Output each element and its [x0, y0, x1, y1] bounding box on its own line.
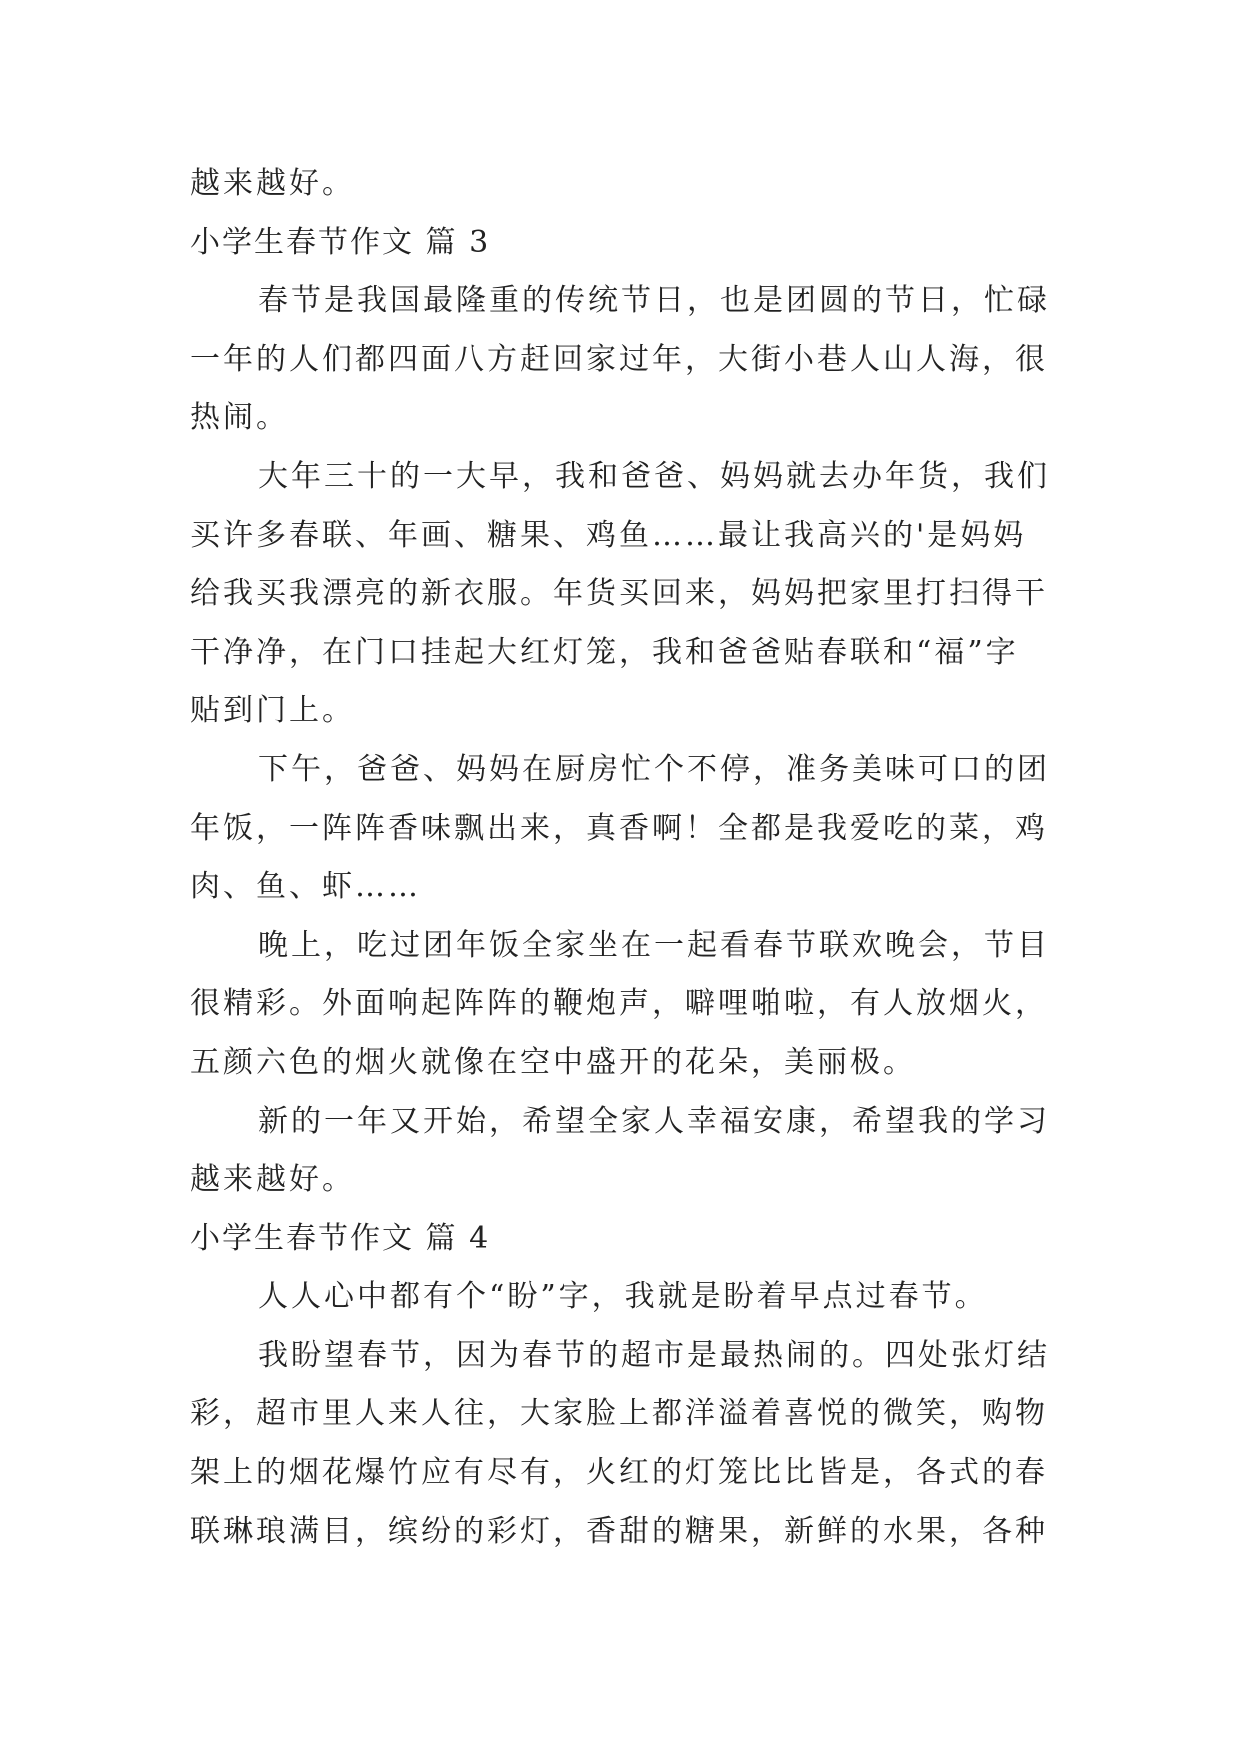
paragraph-line: 干净净，在门口挂起大红灯笼，我和爸爸贴春联和“福”字 — [190, 634, 1019, 670]
paragraph-line: 我盼望春节，因为春节的超市是最热闹的。四处张灯结 — [258, 1337, 1050, 1373]
paragraph-line: 越来越好。 — [190, 166, 355, 201]
paragraph-line: 热闹。 — [190, 400, 289, 436]
paragraph-line: 年饭，一阵阵香味飘出来，真香啊！全都是我爱吃的菜，鸡 — [190, 810, 1048, 846]
paragraph-line: 大年三十的一大早，我和爸爸、妈妈就去办年货，我们 — [258, 458, 1050, 494]
paragraph-line: 联琳琅满目，缤纷的彩灯，香甜的糖果，新鲜的水果，各种 — [190, 1513, 1048, 1549]
paragraph-line: 下午，爸爸、妈妈在厨房忙个不停，准务美味可口的团 — [258, 751, 1050, 787]
paragraph-line: 肉、鱼、虾…… — [190, 869, 421, 905]
paragraph-line: 晚上，吃过团年饭全家坐在一起看春节联欢晚会，节目 — [258, 927, 1050, 963]
paragraph-line: 春节是我国最隆重的传统节日，也是团圆的节日，忙碌 — [258, 283, 1050, 319]
paragraph-line: 架上的烟花爆竹应有尽有，火红的灯笼比比皆是，各式的春 — [190, 1455, 1048, 1491]
paragraph-line: 新的一年又开始，希望全家人幸福安康，希望我的学习 — [258, 1103, 1050, 1139]
paragraph-line: 一年的人们都四面八方赶回家过年，大街小巷人山人海，很 — [190, 341, 1048, 377]
paragraph-line: 越来越好。 — [190, 1162, 355, 1198]
paragraph-line: 贴到门上。 — [190, 693, 355, 729]
paragraph-line: 彩，超市里人来人往，大家脸上都洋溢着喜悦的微笑，购物 — [190, 1396, 1048, 1432]
paragraph-line: 给我买我漂亮的新衣服。年货买回来，妈妈把家里打扫得干 — [190, 576, 1048, 612]
section-heading: 小学生春节作文 篇 3 — [190, 224, 491, 260]
paragraph-line: 很精彩。外面响起阵阵的鞭炮声，噼哩啪啦，有人放烟火， — [190, 986, 1048, 1022]
section-heading: 小学生春节作文 篇 4 — [190, 1220, 491, 1256]
paragraph-line: 五颜六色的烟火就像在空中盛开的花朵，美丽极。 — [190, 1044, 916, 1080]
paragraph-line: 人人心中都有个“盼”字，我就是盼着早点过春节。 — [258, 1279, 988, 1315]
document-body — [190, 155, 1060, 1561]
paragraph-line: 买许多春联、年画、糖果、鸡鱼……最让我高兴的'是妈妈 — [190, 517, 1027, 553]
